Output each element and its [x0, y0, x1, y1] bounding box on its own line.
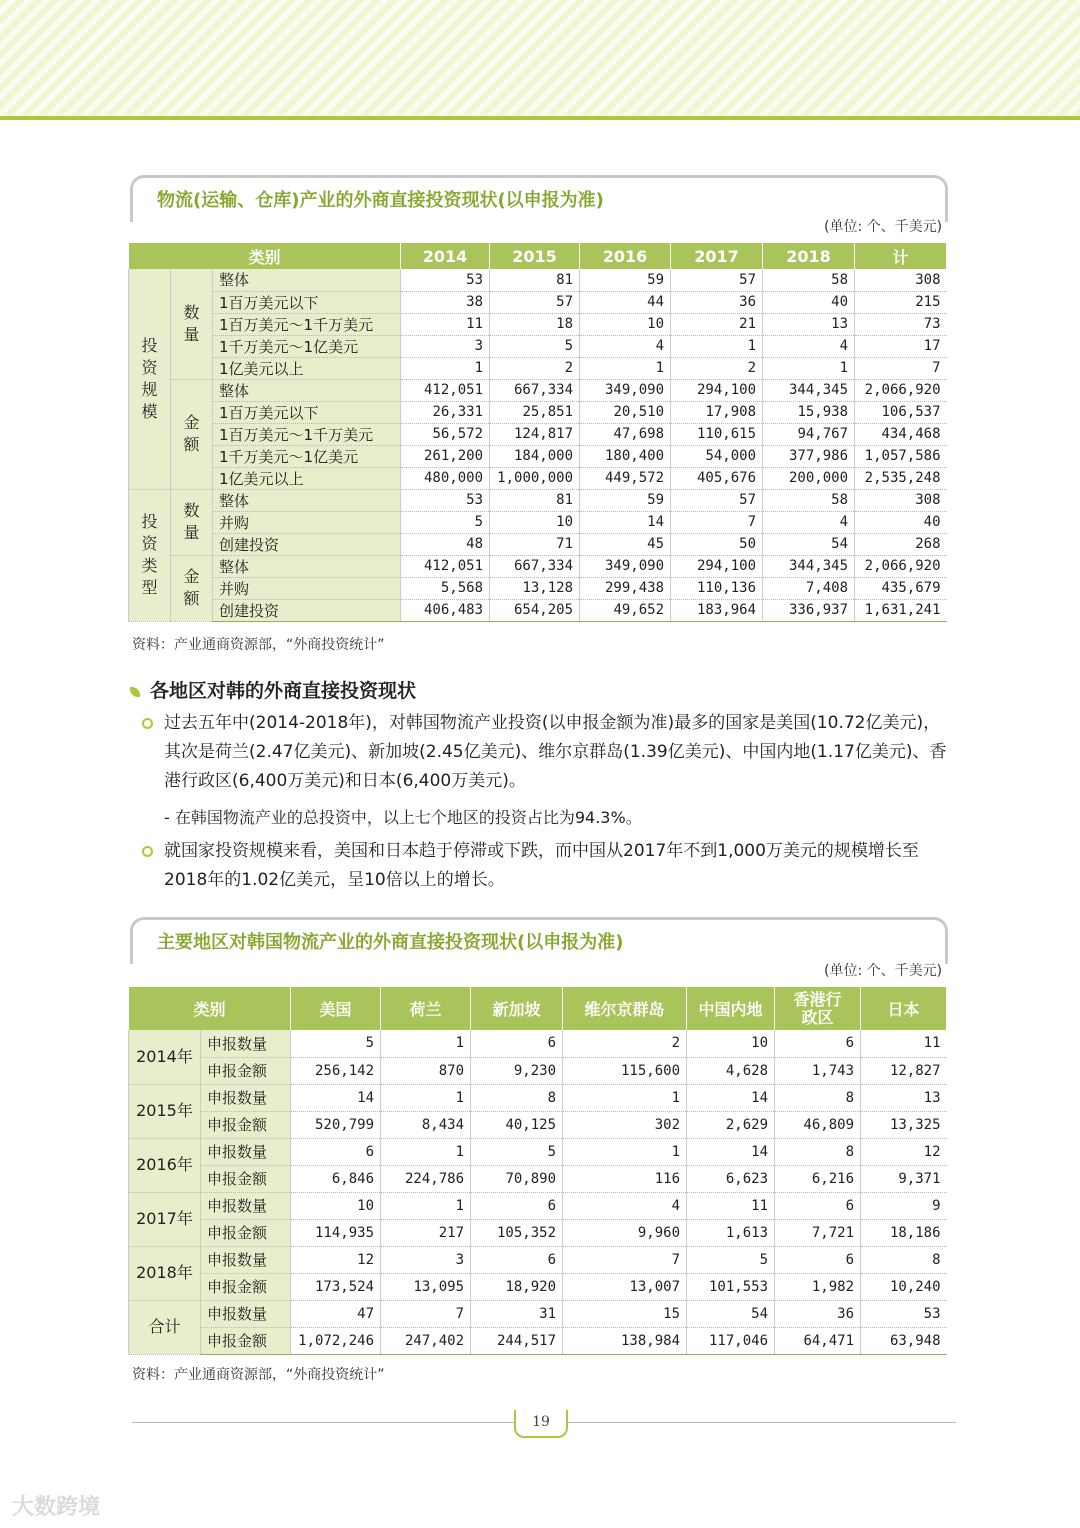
- table-cell: 50: [671, 533, 763, 555]
- table-cell: 117,046: [687, 1327, 775, 1354]
- table-cell: 40,125: [471, 1111, 563, 1138]
- table-cell: 6: [291, 1138, 381, 1165]
- table-cell: 110,136: [671, 577, 763, 599]
- table-row: [129, 533, 947, 555]
- row-label: 申报金额: [201, 1273, 291, 1300]
- table-cell: 336,937: [763, 599, 855, 621]
- table-cell: 101,553: [687, 1273, 775, 1300]
- table-cell: 1: [763, 357, 855, 379]
- table-cell: 105,352: [471, 1219, 563, 1246]
- row-year-label: 2014年: [129, 1030, 201, 1084]
- table-row: [129, 445, 947, 467]
- table-cell: 1,613: [687, 1219, 775, 1246]
- table-cell: 3: [401, 335, 490, 357]
- table-cell: 6,846: [291, 1165, 381, 1192]
- row-label: 整体: [213, 379, 401, 401]
- table-cell: 10: [580, 313, 671, 335]
- table-cell: 14: [291, 1084, 381, 1111]
- row-label: 1百万美元以下: [213, 291, 401, 313]
- table-cell: 10: [687, 1030, 775, 1057]
- bullet-icon: [142, 846, 153, 857]
- table-row: [129, 1111, 947, 1138]
- table-row: [129, 467, 947, 489]
- table-cell: 6,216: [775, 1165, 861, 1192]
- table-cell: 20,510: [580, 401, 671, 423]
- col-header-year: 2014: [401, 243, 490, 269]
- table-cell: 4: [763, 511, 855, 533]
- table-cell: 57: [671, 489, 763, 511]
- row-label: 申报数量: [201, 1084, 291, 1111]
- col-header-region: 荷兰: [381, 987, 471, 1030]
- table-cell: 1: [381, 1138, 471, 1165]
- table-row: [129, 1327, 947, 1354]
- col-header-category: 类别: [129, 243, 401, 269]
- table-cell: 1: [381, 1030, 471, 1057]
- table-cell: 13,007: [563, 1273, 687, 1300]
- table-cell: 344,345: [763, 379, 855, 401]
- table-cell: 667,334: [490, 379, 580, 401]
- table-cell: 12: [861, 1138, 947, 1165]
- table-cell: 53: [401, 489, 490, 511]
- table1-title-frame: [130, 175, 948, 222]
- region-table: [128, 987, 947, 1355]
- table-cell: 9,371: [861, 1165, 947, 1192]
- table-cell: 14: [687, 1138, 775, 1165]
- table-cell: 10,240: [861, 1273, 947, 1300]
- table-cell: 8: [861, 1246, 947, 1273]
- table-cell: 2,535,248: [855, 467, 947, 489]
- table-cell: 244,517: [471, 1327, 563, 1354]
- row-label: 申报金额: [201, 1327, 291, 1354]
- row-year-label: 2015年: [129, 1084, 201, 1138]
- section-heading: [130, 676, 416, 703]
- footer-rule-left: [132, 1422, 514, 1423]
- table-cell: 1,072,246: [291, 1327, 381, 1354]
- col-header-region: 中国内地: [687, 987, 775, 1030]
- row-label: 申报数量: [201, 1138, 291, 1165]
- table-cell: 106,537: [855, 401, 947, 423]
- table-row: [129, 291, 947, 313]
- table-cell: 6: [775, 1192, 861, 1219]
- table-cell: 4,628: [687, 1057, 775, 1084]
- table-cell: 9,960: [563, 1219, 687, 1246]
- table-cell: 46,809: [775, 1111, 861, 1138]
- table-cell: 54: [763, 533, 855, 555]
- table-cell: 435,679: [855, 577, 947, 599]
- row-label: 1千万美元～1亿美元: [213, 445, 401, 467]
- row-year-label: 合计: [129, 1300, 201, 1354]
- table-cell: 40: [763, 291, 855, 313]
- table-cell: 17,908: [671, 401, 763, 423]
- table-cell: 184,000: [490, 445, 580, 467]
- col-header-region: 维尔京群岛: [563, 987, 687, 1030]
- table-cell: 13: [763, 313, 855, 335]
- table-cell: 3: [381, 1246, 471, 1273]
- table-cell: 11: [861, 1030, 947, 1057]
- row-year-label: 2018年: [129, 1246, 201, 1300]
- table-cell: 4: [763, 335, 855, 357]
- row-subgroup-label: 数 量: [171, 269, 213, 379]
- table-cell: 114,935: [291, 1219, 381, 1246]
- table-cell: 480,000: [401, 467, 490, 489]
- table-cell: 9,230: [471, 1057, 563, 1084]
- table-cell: 25,851: [490, 401, 580, 423]
- table-cell: 110,615: [671, 423, 763, 445]
- table-cell: 4: [580, 335, 671, 357]
- table-row: [129, 1084, 947, 1111]
- row-label: 整体: [213, 269, 401, 291]
- table-cell: 5: [401, 511, 490, 533]
- table-cell: 1: [580, 357, 671, 379]
- table-cell: 124,817: [490, 423, 580, 445]
- table-cell: 8: [471, 1084, 563, 1111]
- table-row: [129, 357, 947, 379]
- footer-rule-right: [566, 1422, 956, 1423]
- table-row: [129, 599, 947, 621]
- watermark: 大数跨境: [12, 1495, 101, 1520]
- table1-title: 物流(运输、仓库)产业的外商直接投资现状(以申报为准): [157, 190, 604, 211]
- table-cell: 1: [671, 335, 763, 357]
- table-row: [129, 379, 947, 401]
- table-cell: 138,984: [563, 1327, 687, 1354]
- table-cell: 224,786: [381, 1165, 471, 1192]
- table-row: [129, 555, 947, 577]
- table-header-row: [129, 243, 947, 269]
- table-cell: 58: [763, 269, 855, 291]
- table-cell: 406,483: [401, 599, 490, 621]
- table-cell: 1,631,241: [855, 599, 947, 621]
- table-cell: 45: [580, 533, 671, 555]
- row-label: 并购: [213, 511, 401, 533]
- table-cell: 7,408: [763, 577, 855, 599]
- row-subgroup-label: 数 量: [171, 489, 213, 555]
- table-cell: 59: [580, 489, 671, 511]
- row-label: 创建投资: [213, 533, 401, 555]
- table-cell: 70,890: [471, 1165, 563, 1192]
- table-cell: 31: [471, 1300, 563, 1327]
- table-cell: 81: [490, 489, 580, 511]
- table-cell: 47,698: [580, 423, 671, 445]
- col-header-year: 2017: [671, 243, 763, 269]
- table1-unit: (单位: 个、千美元): [824, 219, 943, 235]
- table-row: [129, 1300, 947, 1327]
- table-cell: 6: [775, 1246, 861, 1273]
- header-pattern: [0, 0, 1080, 118]
- table-cell: 8: [775, 1084, 861, 1111]
- table-header-row: [129, 987, 947, 1030]
- table2-title: 主要地区对韩国物流产业的外商直接投资现状(以申报为准): [157, 932, 624, 953]
- table-cell: 217: [381, 1219, 471, 1246]
- table-cell: 173,524: [291, 1273, 381, 1300]
- table-cell: 13,325: [861, 1111, 947, 1138]
- table-cell: 1: [401, 357, 490, 379]
- table-cell: 59: [580, 269, 671, 291]
- table-cell: 12: [291, 1246, 381, 1273]
- row-label: 1百万美元～1千万美元: [213, 423, 401, 445]
- table-cell: 5: [490, 335, 580, 357]
- table-cell: 13,128: [490, 577, 580, 599]
- table-cell: 54: [687, 1300, 775, 1327]
- table-cell: 54,000: [671, 445, 763, 467]
- row-year-label: 2016年: [129, 1138, 201, 1192]
- table-cell: 38: [401, 291, 490, 313]
- table-cell: 58: [763, 489, 855, 511]
- col-header-year: 2016: [580, 243, 671, 269]
- table-cell: 4: [563, 1192, 687, 1219]
- table-cell: 13,095: [381, 1273, 471, 1300]
- row-group-label: 投 资 规 模: [129, 269, 171, 489]
- table-cell: 21: [671, 313, 763, 335]
- table-cell: 15,938: [763, 401, 855, 423]
- row-label: 1千万美元～1亿美元: [213, 335, 401, 357]
- table-cell: 57: [490, 291, 580, 313]
- table-cell: 36: [671, 291, 763, 313]
- table-cell: 13: [861, 1084, 947, 1111]
- table-row: [129, 1030, 947, 1057]
- table-row: [129, 1138, 947, 1165]
- table-row: [129, 1219, 947, 1246]
- table-row: [129, 1246, 947, 1273]
- table-row: [129, 1057, 947, 1084]
- table-cell: 81: [490, 269, 580, 291]
- table-cell: 7: [671, 511, 763, 533]
- page-number: 19: [532, 1414, 550, 1430]
- row-label: 1百万美元～1千万美元: [213, 313, 401, 335]
- table-cell: 2: [563, 1030, 687, 1057]
- table-cell: 116: [563, 1165, 687, 1192]
- table-cell: 6: [471, 1030, 563, 1057]
- table-cell: 10: [490, 511, 580, 533]
- table-cell: 5,568: [401, 577, 490, 599]
- row-label: 申报数量: [201, 1192, 291, 1219]
- table-cell: 294,100: [671, 379, 763, 401]
- fdi-table: [128, 243, 947, 622]
- table-row: [129, 1192, 947, 1219]
- table-row: [129, 1165, 947, 1192]
- row-label: 申报数量: [201, 1030, 291, 1057]
- table-cell: 294,100: [671, 555, 763, 577]
- table1-source: 资料：产业通商资源部，“外商投资统计”: [132, 637, 385, 653]
- table-cell: 115,600: [563, 1057, 687, 1084]
- table-cell: 308: [855, 489, 947, 511]
- table-cell: 412,051: [401, 379, 490, 401]
- table-row: [129, 1273, 947, 1300]
- table-cell: 1,982: [775, 1273, 861, 1300]
- table-row: [129, 511, 947, 533]
- table-cell: 183,964: [671, 599, 763, 621]
- table-cell: 44: [580, 291, 671, 313]
- table-cell: 215: [855, 291, 947, 313]
- table-cell: 180,400: [580, 445, 671, 467]
- row-label: 并购: [213, 577, 401, 599]
- table-cell: 405,676: [671, 467, 763, 489]
- table-row: [129, 401, 947, 423]
- table-cell: 377,986: [763, 445, 855, 467]
- table-cell: 654,205: [490, 599, 580, 621]
- table-cell: 49,652: [580, 599, 671, 621]
- row-label: 申报数量: [201, 1300, 291, 1327]
- table-cell: 5: [291, 1030, 381, 1057]
- col-header-year: 2018: [763, 243, 855, 269]
- table-cell: 5: [471, 1138, 563, 1165]
- table2-unit: (单位: 个、千美元): [824, 963, 943, 979]
- table-cell: 344,345: [763, 555, 855, 577]
- row-label: 申报金额: [201, 1111, 291, 1138]
- table2-source: 资料：产业通商资源部，“外商投资统计”: [132, 1367, 385, 1383]
- row-label: 1亿美元以上: [213, 467, 401, 489]
- table-cell: 2: [671, 357, 763, 379]
- table-cell: 8,434: [381, 1111, 471, 1138]
- table-cell: 48: [401, 533, 490, 555]
- section-heading-text: 各地区对韩的外商直接投资现状: [150, 680, 417, 702]
- table-cell: 261,200: [401, 445, 490, 467]
- table-cell: 434,468: [855, 423, 947, 445]
- table-row: [129, 269, 947, 291]
- bullet-icon: [142, 718, 153, 729]
- table-cell: 10: [291, 1192, 381, 1219]
- table-cell: 6: [471, 1246, 563, 1273]
- table-cell: 6: [471, 1192, 563, 1219]
- paragraph-2: 就国家投资规模来看，美国和日本趋于停滞或下跌，而中国从2017年不到1,000万美元的规模增长至2018年的1.02亿美元，呈10倍以上的增长。: [164, 841, 919, 890]
- table-cell: 56,572: [401, 423, 490, 445]
- table-cell: 14: [687, 1084, 775, 1111]
- table-cell: 7: [381, 1300, 471, 1327]
- table-row: [129, 489, 947, 511]
- col-header-year: 2015: [490, 243, 580, 269]
- table-cell: 18,920: [471, 1273, 563, 1300]
- table-cell: 11: [687, 1192, 775, 1219]
- table-cell: 6: [775, 1030, 861, 1057]
- col-header-region: 美国: [291, 987, 381, 1030]
- col-header-region: 香港行政区: [775, 987, 861, 1030]
- table-cell: 9: [861, 1192, 947, 1219]
- row-year-label: 2017年: [129, 1192, 201, 1246]
- table-cell: 26,331: [401, 401, 490, 423]
- paragraph-1: 过去五年中(2014-2018年)，对韩国物流产业投资(以申报金额为准)最多的国家是美国(10.72亿美元)，其次是荷兰(2.47亿美元)、新加坡(2.45亿美元)、维尔京群岛(1.39亿美元)、中国内地(1.17亿美元)、香港行政区(6,400万美元)和日本(6,400万美元)。: [164, 713, 947, 791]
- table-cell: 6,623: [687, 1165, 775, 1192]
- row-label: 整体: [213, 489, 401, 511]
- table-cell: 302: [563, 1111, 687, 1138]
- table-cell: 57: [671, 269, 763, 291]
- table-cell: 47: [291, 1300, 381, 1327]
- col-header-region: 新加坡: [471, 987, 563, 1030]
- row-label: 申报数量: [201, 1246, 291, 1273]
- table-cell: 2,066,920: [855, 555, 947, 577]
- table2-title-frame: [130, 917, 948, 964]
- table-cell: 11: [401, 313, 490, 335]
- row-label: 申报金额: [201, 1219, 291, 1246]
- table-cell: 5: [687, 1246, 775, 1273]
- table-cell: 520,799: [291, 1111, 381, 1138]
- table-cell: 1: [563, 1084, 687, 1111]
- table-cell: 18: [490, 313, 580, 335]
- table-cell: 64,471: [775, 1327, 861, 1354]
- table-row: [129, 577, 947, 599]
- row-label: 申报金额: [201, 1057, 291, 1084]
- table-cell: 1,743: [775, 1057, 861, 1084]
- table-cell: 200,000: [763, 467, 855, 489]
- table-cell: 2,066,920: [855, 379, 947, 401]
- table-cell: 12,827: [861, 1057, 947, 1084]
- table-cell: 15: [563, 1300, 687, 1327]
- table-cell: 73: [855, 313, 947, 335]
- table-cell: 18,186: [861, 1219, 947, 1246]
- table-cell: 7: [563, 1246, 687, 1273]
- table-cell: 2: [490, 357, 580, 379]
- table-cell: 2,629: [687, 1111, 775, 1138]
- table-cell: 7,721: [775, 1219, 861, 1246]
- table-cell: 256,142: [291, 1057, 381, 1084]
- row-label: 整体: [213, 555, 401, 577]
- table-cell: 8: [775, 1138, 861, 1165]
- table-cell: 449,572: [580, 467, 671, 489]
- table-row: [129, 313, 947, 335]
- table-cell: 667,334: [490, 555, 580, 577]
- table-cell: 870: [381, 1057, 471, 1084]
- row-label: 1百万美元以下: [213, 401, 401, 423]
- table-cell: 14: [580, 511, 671, 533]
- header-rule: [0, 116, 1080, 120]
- table-cell: 349,090: [580, 379, 671, 401]
- table-row: [129, 335, 947, 357]
- table-cell: 247,402: [381, 1327, 471, 1354]
- table-cell: 17: [855, 335, 947, 357]
- table-cell: 1,057,586: [855, 445, 947, 467]
- row-subgroup-label: 金 额: [171, 379, 213, 489]
- table-cell: 63,948: [861, 1327, 947, 1354]
- table-cell: 412,051: [401, 555, 490, 577]
- row-group-label: 投 资 类 型: [129, 489, 171, 621]
- col-header-region: 日本: [861, 987, 947, 1030]
- col-header-category: 类别: [129, 987, 291, 1030]
- table-cell: 1,000,000: [490, 467, 580, 489]
- table-cell: 40: [855, 511, 947, 533]
- sub-point: - 在韩国物流产业的总投资中，以上七个地区的投资占比为94.3%。: [164, 808, 642, 827]
- row-label: 1亿美元以上: [213, 357, 401, 379]
- row-label: 申报金额: [201, 1165, 291, 1192]
- table-cell: 53: [861, 1300, 947, 1327]
- table-cell: 349,090: [580, 555, 671, 577]
- row-label: 创建投资: [213, 599, 401, 621]
- row-subgroup-label: 金 额: [171, 555, 213, 621]
- table-cell: 53: [401, 269, 490, 291]
- table-cell: 36: [775, 1300, 861, 1327]
- table-row: [129, 423, 947, 445]
- table-cell: 94,767: [763, 423, 855, 445]
- table-cell: 1: [381, 1084, 471, 1111]
- table-cell: 299,438: [580, 577, 671, 599]
- table-cell: 7: [855, 357, 947, 379]
- table-cell: 268: [855, 533, 947, 555]
- table-cell: 308: [855, 269, 947, 291]
- table-cell: 71: [490, 533, 580, 555]
- leaf-icon: [130, 687, 140, 697]
- table-cell: 1: [563, 1138, 687, 1165]
- table-cell: 1: [381, 1192, 471, 1219]
- col-header-total: 计: [855, 243, 947, 269]
